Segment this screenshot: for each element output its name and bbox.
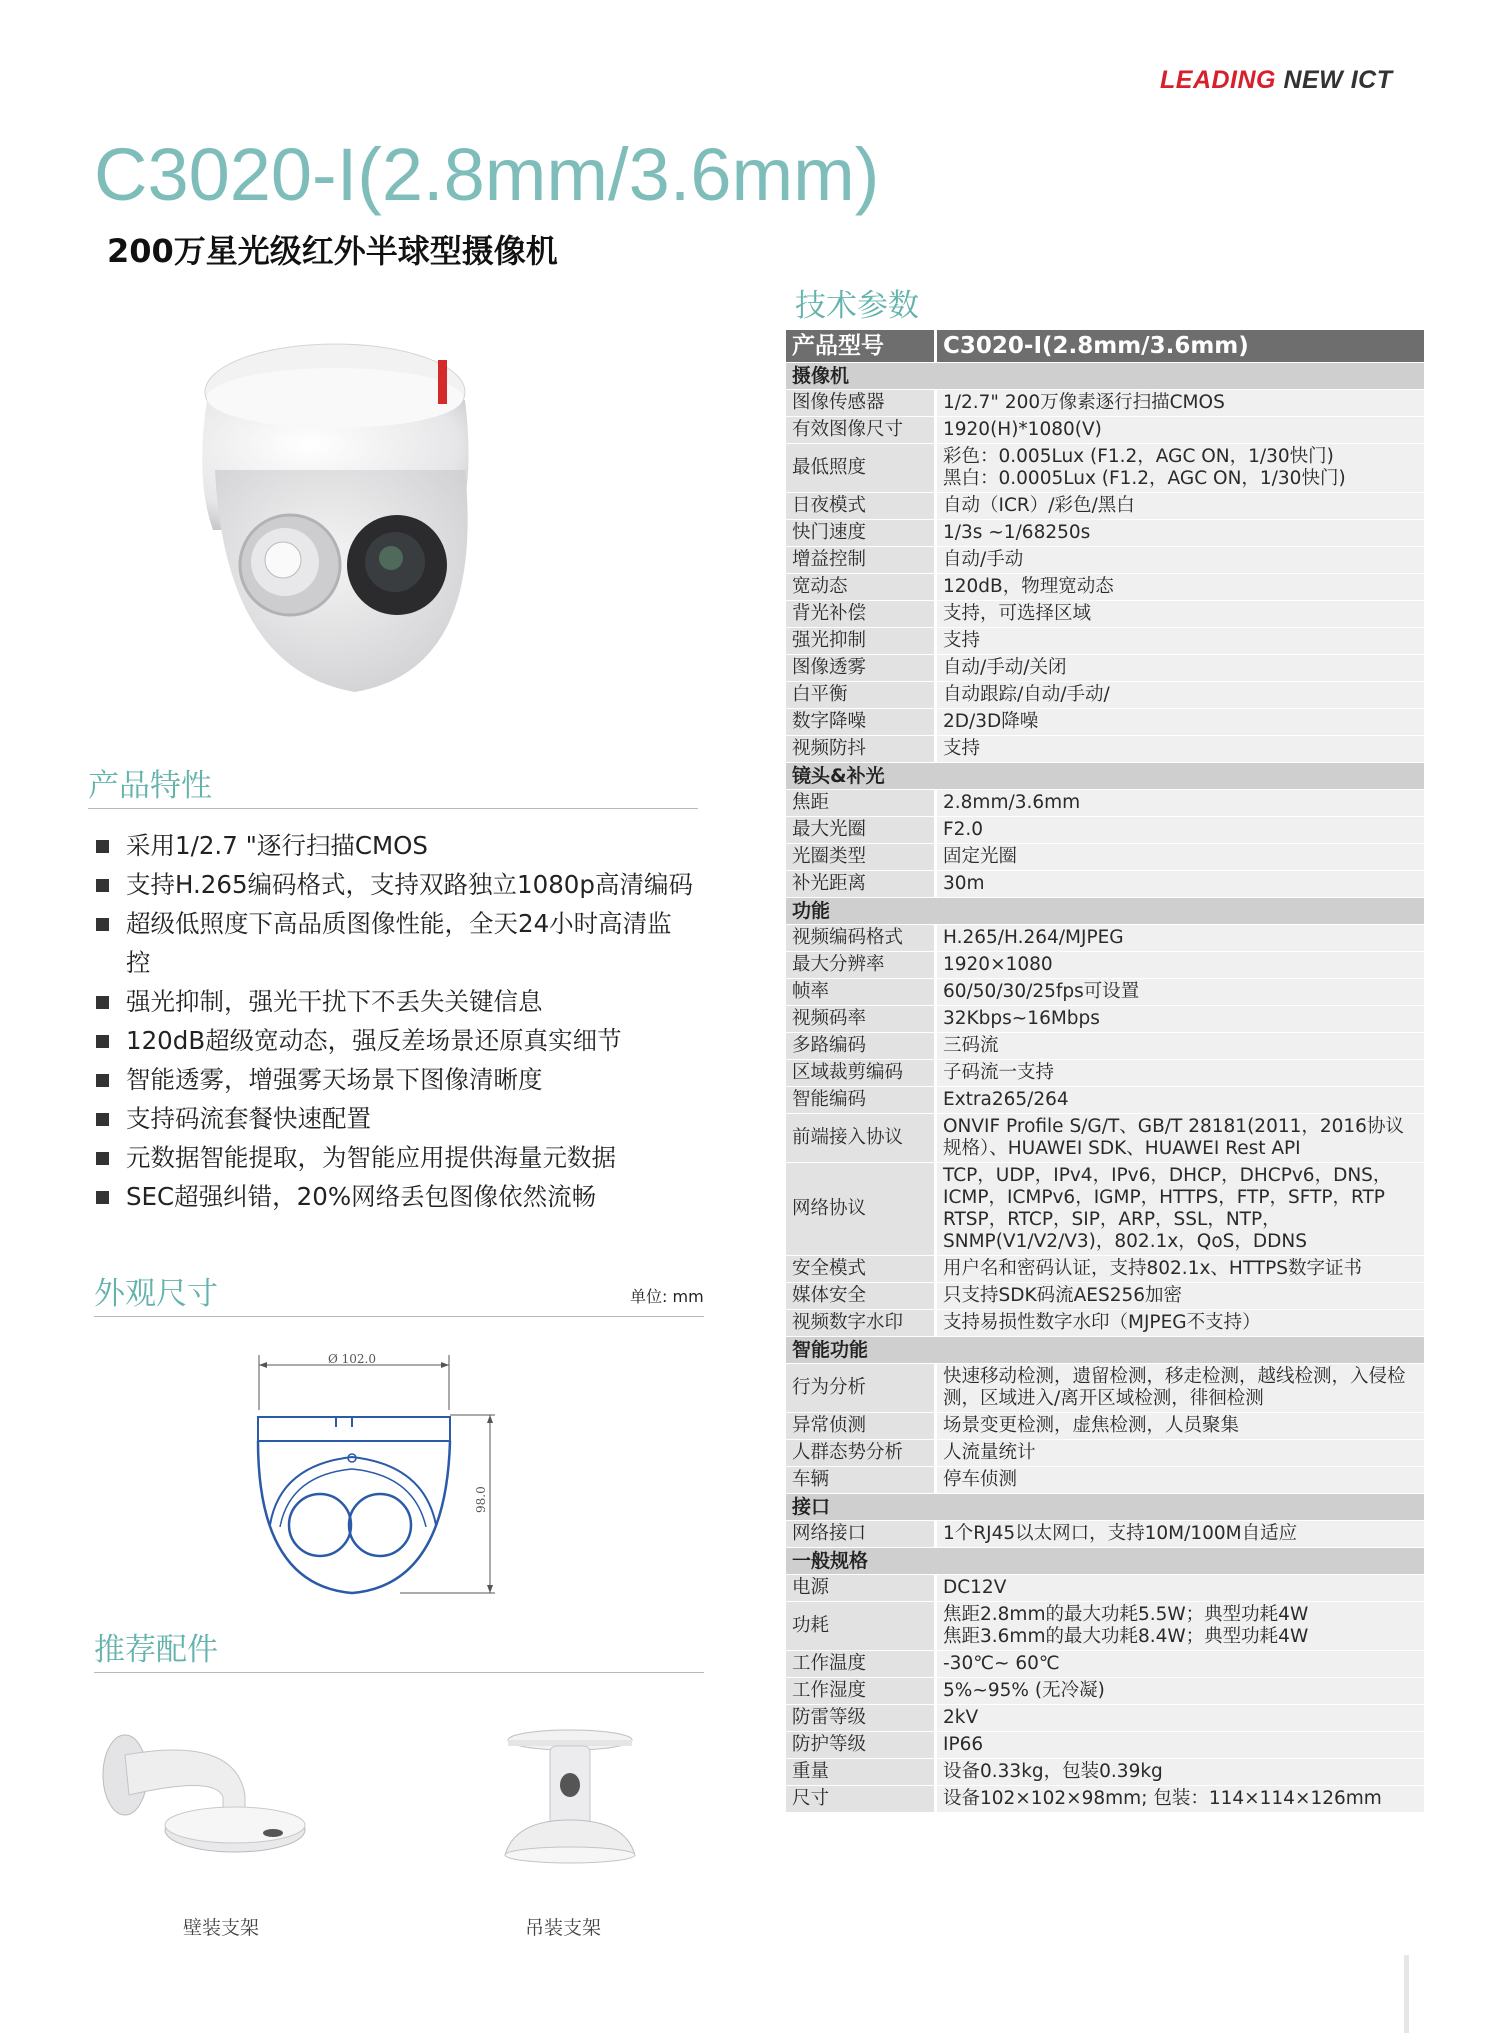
spec-value: 2D/3D降噪 (937, 709, 1424, 736)
spec-key: 尺寸 (786, 1786, 937, 1813)
page-title: C3020-I(2.8mm/3.6mm) (94, 133, 880, 216)
spec-category-label: 摄像机 (786, 363, 1424, 390)
pendant-mount-bracket-image (495, 1725, 645, 1875)
spec-row (786, 1467, 1424, 1494)
spec-value: 5%~95% (无冷凝) (937, 1678, 1424, 1705)
spec-value: 设备0.33kg，包装0.39kg (937, 1759, 1424, 1786)
spec-key: 区域裁剪编码 (786, 1060, 937, 1087)
accessory-label: 壁装支架 (183, 1917, 260, 1939)
spec-key: 最大光圈 (786, 817, 937, 844)
spec-key: 工作温度 (786, 1651, 937, 1678)
spec-key: 最低照度 (786, 444, 937, 493)
spec-category-row (786, 1494, 1424, 1521)
spec-value: 设备102×102×98mm; 包装：114×114×126mm (937, 1786, 1424, 1813)
spec-category-row (786, 363, 1424, 390)
spec-row (786, 1310, 1424, 1337)
feature-item: 智能透雾，增强雾天场景下图像清晰度 (94, 1060, 714, 1099)
spec-key: 媒体安全 (786, 1283, 937, 1310)
spec-key: 数字降噪 (786, 709, 937, 736)
spec-key: 日夜模式 (786, 493, 937, 520)
features-divider (88, 808, 698, 809)
spec-row (786, 1440, 1424, 1467)
spec-value: 支持 (937, 736, 1424, 763)
spec-category-label: 接口 (786, 1494, 1424, 1521)
spec-key: 图像传感器 (786, 390, 937, 417)
dimensions-section-title: 外观尺寸 (94, 1276, 218, 1312)
spec-key: 白平衡 (786, 682, 937, 709)
spec-row (786, 1256, 1424, 1283)
spec-key: 工作湿度 (786, 1678, 937, 1705)
spec-row (786, 1678, 1424, 1705)
spec-value: DC12V (937, 1575, 1424, 1602)
spec-row (786, 547, 1424, 574)
spec-row (786, 1006, 1424, 1033)
spec-value: 1/3s ~1/68250s (937, 520, 1424, 547)
spec-value: 彩色：0.005Lux (F1.2，AGC ON，1/30快门) 黑白：0.0005Lux (F1.2，AGC ON，1/30快门) (937, 444, 1424, 493)
spec-row (786, 1575, 1424, 1602)
spec-value: 焦距2.8mm的最大功耗5.5W；典型功耗4W 焦距3.6mm的最大功耗8.4W；典型功耗4W (937, 1602, 1424, 1651)
spec-row (786, 952, 1424, 979)
wall-mount-bracket-image (95, 1725, 325, 1875)
spec-value: 快速移动检测，遗留检测，移走检测，越线检测，入侵检测，区域进入/离开区域检测，徘徊检测 (937, 1364, 1424, 1413)
spec-value: ONVIF Profile S/G/T、GB/T 28181(2011，2016协议规格）、HUAWEI SDK、HUAWEI Rest API (937, 1114, 1424, 1163)
spec-key: 智能编码 (786, 1087, 937, 1114)
spec-row (786, 736, 1424, 763)
spec-value: 1920(H)*1080(V) (937, 417, 1424, 444)
dimension-drawing (240, 1345, 530, 1605)
spec-key: 网络协议 (786, 1163, 937, 1256)
spec-key: 光圈类型 (786, 844, 937, 871)
spec-key: 功耗 (786, 1602, 937, 1651)
feature-item: 超级低照度下高品质图像性能，全天24小时高清监控 (94, 904, 714, 982)
features-section-title: 产品特性 (88, 768, 212, 804)
camera-product-image (185, 340, 495, 710)
spec-key: 重量 (786, 1759, 937, 1786)
spec-row (786, 444, 1424, 493)
spec-key: 强光抑制 (786, 628, 937, 655)
spec-header-value: C3020-I(2.8mm/3.6mm) (937, 330, 1424, 363)
spec-value: F2.0 (937, 817, 1424, 844)
spec-value: IP66 (937, 1732, 1424, 1759)
spec-row (786, 844, 1424, 871)
spec-value: 自动/手动 (937, 547, 1424, 574)
spec-key: 背光补偿 (786, 601, 937, 628)
spec-row (786, 1283, 1424, 1310)
spec-value: H.265/H.264/MJPEG (937, 925, 1424, 952)
spec-value: Extra265/264 (937, 1087, 1424, 1114)
feature-item: 采用1/2.7 "逐行扫描CMOS (94, 826, 714, 865)
spec-category-label: 一般规格 (786, 1548, 1424, 1575)
spec-table (786, 330, 1424, 1813)
spec-key: 视频防抖 (786, 736, 937, 763)
spec-key: 快门速度 (786, 520, 937, 547)
spec-value: 2kV (937, 1705, 1424, 1732)
brand-logo-part1: LEADING (1160, 66, 1276, 94)
spec-key: 异常侦测 (786, 1413, 937, 1440)
spec-key: 人群态势分析 (786, 1440, 937, 1467)
feature-item: 支持H.265编码格式，支持双路独立1080p高清编码 (94, 865, 714, 904)
accessories-divider (94, 1672, 704, 1673)
spec-category-label: 镜头&补光 (786, 763, 1424, 790)
spec-key: 安全模式 (786, 1256, 937, 1283)
spec-value: 1个RJ45以太网口，支持10M/100M自适应 (937, 1521, 1424, 1548)
feature-item: 元数据智能提取，为智能应用提供海量元数据 (94, 1138, 714, 1177)
spec-key: 防护等级 (786, 1732, 937, 1759)
spec-key: 多路编码 (786, 1033, 937, 1060)
spec-value: 120dB，物理宽动态 (937, 574, 1424, 601)
spec-key: 补光距离 (786, 871, 937, 898)
spec-table-header (786, 330, 1424, 363)
spec-key: 视频数字水印 (786, 1310, 937, 1337)
spec-row (786, 574, 1424, 601)
spec-row (786, 1602, 1424, 1651)
spec-key: 前端接入协议 (786, 1114, 937, 1163)
spec-row (786, 1759, 1424, 1786)
spec-value: 自动（ICR）/彩色/黑白 (937, 493, 1424, 520)
spec-value: 停车侦测 (937, 1467, 1424, 1494)
spec-key: 增益控制 (786, 547, 937, 574)
spec-row (786, 1364, 1424, 1413)
spec-key: 宽动态 (786, 574, 937, 601)
spec-value: 30m (937, 871, 1424, 898)
spec-value: 自动跟踪/自动/手动/ (937, 682, 1424, 709)
spec-header-key: 产品型号 (786, 330, 937, 363)
brand-logo (1160, 66, 1393, 95)
spec-row (786, 1033, 1424, 1060)
spec-row (786, 790, 1424, 817)
spec-row (786, 1732, 1424, 1759)
spec-key: 帧率 (786, 979, 937, 1006)
feature-item: 支持码流套餐快速配置 (94, 1099, 714, 1138)
spec-row (786, 1163, 1424, 1256)
spec-key: 电源 (786, 1575, 937, 1602)
spec-value: 场景变更检测，虚焦检测，人员聚集 (937, 1413, 1424, 1440)
spec-key: 视频码率 (786, 1006, 937, 1033)
spec-value: TCP，UDP，IPv4，IPv6，DHCP，DHCPv6，DNS，ICMP，ICMPv6，IGMP，HTTPS，FTP，SFTP，RTP RTSP，RTCP，SIP，ARP，SSL，NTP，SNMP(V1/V2/V3)，802.1x，QoS，DDNS (937, 1163, 1424, 1256)
dimensions-unit: 单位: mm (630, 1287, 704, 1306)
spec-row (786, 390, 1424, 417)
spec-key: 行为分析 (786, 1364, 937, 1413)
spec-value: 支持，可选择区域 (937, 601, 1424, 628)
page-subtitle: 200万星光级红外半球型摄像机 (107, 232, 558, 270)
spec-row (786, 1651, 1424, 1678)
spec-category-row (786, 1337, 1424, 1364)
spec-row (786, 1521, 1424, 1548)
spec-value: 子码流一支持 (937, 1060, 1424, 1087)
spec-key: 视频编码格式 (786, 925, 937, 952)
spec-key: 防雷等级 (786, 1705, 937, 1732)
spec-row (786, 1413, 1424, 1440)
spec-row (786, 655, 1424, 682)
spec-row (786, 601, 1424, 628)
spec-row (786, 709, 1424, 736)
spec-row (786, 1786, 1424, 1813)
spec-key: 焦距 (786, 790, 937, 817)
spec-value: 60/50/30/25fps可设置 (937, 979, 1424, 1006)
accessory-label: 吊装支架 (525, 1917, 602, 1939)
spec-value: -30℃~ 60℃ (937, 1651, 1424, 1678)
spec-value: 用户名和密码认证，支持802.1x、HTTPS数字证书 (937, 1256, 1424, 1283)
spec-value: 只支持SDK码流AES256加密 (937, 1283, 1424, 1310)
spec-row (786, 1087, 1424, 1114)
feature-item: 强光抑制，强光干扰下不丢失关键信息 (94, 982, 714, 1021)
spec-row (786, 817, 1424, 844)
spec-key: 最大分辨率 (786, 952, 937, 979)
spec-value: 人流量统计 (937, 1440, 1424, 1467)
spec-key: 图像透雾 (786, 655, 937, 682)
spec-row (786, 925, 1424, 952)
spec-row (786, 682, 1424, 709)
feature-item: SEC超强纠错，20%网络丢包图像依然流畅 (94, 1177, 714, 1216)
spec-value: 32Kbps~16Mbps (937, 1006, 1424, 1033)
feature-item: 120dB超级宽动态，强反差场景还原真实细节 (94, 1021, 714, 1060)
spec-category-label: 功能 (786, 898, 1424, 925)
spec-value: 支持易损性数字水印（MJPEG不支持） (937, 1310, 1424, 1337)
spec-row (786, 1114, 1424, 1163)
height-label: 98.0 (474, 1486, 488, 1513)
spec-value: 2.8mm/3.6mm (937, 790, 1424, 817)
spec-category-row (786, 898, 1424, 925)
spec-row (786, 493, 1424, 520)
dimensions-divider (94, 1316, 704, 1317)
spec-value: 1/2.7" 200万像素逐行扫描CMOS (937, 390, 1424, 417)
accessories-section-title: 推荐配件 (94, 1632, 218, 1668)
spec-row (786, 1705, 1424, 1732)
page-edge-mark (1404, 1955, 1409, 2033)
spec-category-row (786, 1548, 1424, 1575)
spec-key: 网络接口 (786, 1521, 937, 1548)
diameter-label: Ø 102.0 (328, 1352, 377, 1366)
spec-row (786, 628, 1424, 655)
spec-category-row (786, 763, 1424, 790)
spec-category-label: 智能功能 (786, 1337, 1424, 1364)
specs-section-title: 技术参数 (795, 288, 919, 324)
spec-row (786, 520, 1424, 547)
spec-key: 车辆 (786, 1467, 937, 1494)
spec-value: 支持 (937, 628, 1424, 655)
spec-value: 自动/手动/关闭 (937, 655, 1424, 682)
feature-list (94, 826, 714, 1216)
spec-row (786, 417, 1424, 444)
brand-logo-part2: NEW ICT (1283, 66, 1393, 94)
spec-row (786, 871, 1424, 898)
spec-key: 有效图像尺寸 (786, 417, 937, 444)
spec-value: 1920×1080 (937, 952, 1424, 979)
spec-row (786, 979, 1424, 1006)
spec-value: 三码流 (937, 1033, 1424, 1060)
spec-row (786, 1060, 1424, 1087)
spec-value: 固定光圈 (937, 844, 1424, 871)
